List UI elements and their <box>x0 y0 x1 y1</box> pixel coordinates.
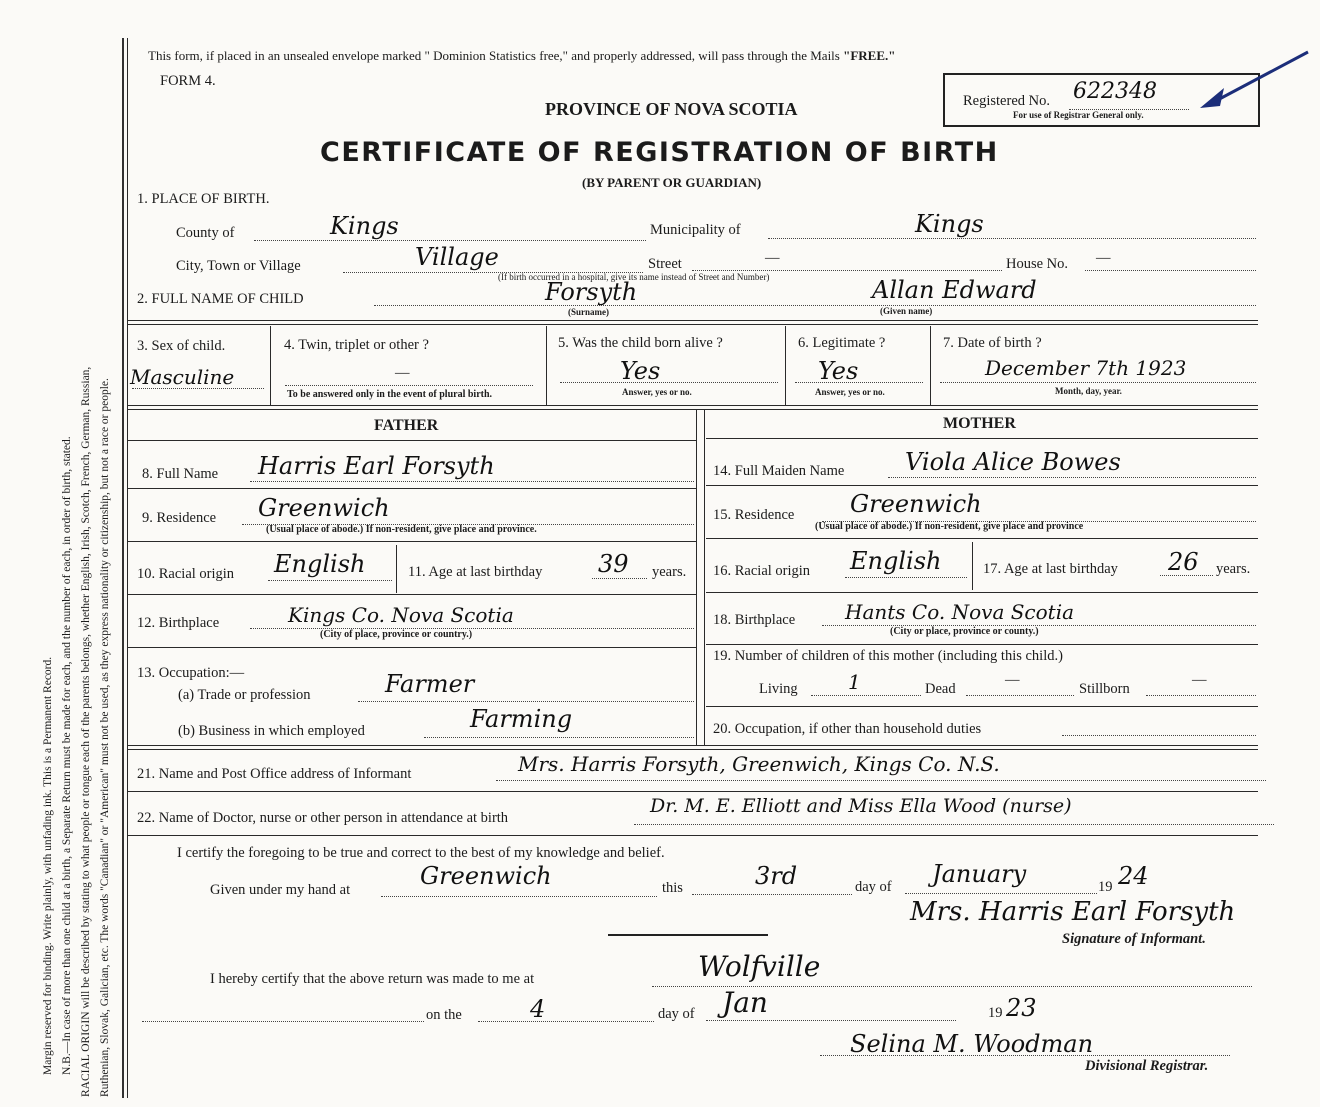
twin-value: — <box>395 365 410 381</box>
street-value: — <box>765 250 780 266</box>
father-birthplace-value: Kings Co. Nova Scotia <box>288 603 514 627</box>
margin-note-nb: N.B.—In case of more than one child at a birth, a Separate Return must be made for each, and the number of each, in order of birth, stated. <box>61 436 73 1075</box>
registered-number: 622348 <box>1073 79 1157 104</box>
certify-month: January <box>932 860 1027 888</box>
registrar-signature: Selina M. Woodman <box>850 1030 1094 1058</box>
registrar-day-of-label: day of <box>658 1006 695 1022</box>
certify-year-prefix: 19 <box>1098 879 1113 895</box>
mother-residence-label: 15. Residence <box>713 507 795 523</box>
doctor-label: 22. Name of Doctor, nurse or other person in attendance at birth <box>137 810 509 826</box>
father-birthplace-note: (City of place, province or country.) <box>320 629 473 640</box>
sex-label: 3. Sex of child. <box>137 338 226 354</box>
margin-note-racial-cont: Ruthenian, Slovak, Galician, etc. The words "Canadian" or "American" must not be used, as they express nationality or citizenship, but not a race or people. <box>99 378 111 1097</box>
child-surname: Forsyth <box>545 278 638 306</box>
municipality-label: Municipality of <box>650 222 741 238</box>
father-name-label: 8. Full Name <box>142 466 219 482</box>
father-residence-label: 9. Residence <box>142 510 217 526</box>
certify-day: 3rd <box>755 862 798 890</box>
registrar-caption: Divisional Registrar. <box>1085 1058 1209 1074</box>
county-label: County of <box>176 225 235 241</box>
alive-label: 5. Was the child born alive ? <box>558 335 723 351</box>
registered-label: Registered No. <box>963 93 1050 109</box>
certify-year: 24 <box>1118 862 1149 890</box>
city-value: Village <box>415 243 499 271</box>
dob-value: December 7th 1923 <box>985 356 1187 380</box>
dead-value: — <box>1005 672 1020 688</box>
living-value: 1 <box>848 670 861 694</box>
mother-name-label: 14. Full Maiden Name <box>713 463 845 479</box>
registrar-on-label: on the <box>426 1007 462 1023</box>
registrar-year-prefix: 19 <box>988 1005 1003 1021</box>
certificate-subtitle: (BY PARENT OR GUARDIAN) <box>582 175 762 190</box>
province-heading: PROVINCE OF NOVA SCOTIA <box>545 99 798 119</box>
binding-margin-line <box>122 38 124 1098</box>
living-label: Living <box>759 681 798 697</box>
doctor-value: Dr. M. E. Elliott and Miss Ella Wood (nurse) <box>650 795 1072 817</box>
father-race-label: 10. Racial origin <box>137 566 235 582</box>
informant-value: Mrs. Harris Forsyth, Greenwich, Kings Co. N.S. <box>518 752 1000 776</box>
registrar-month: Jan <box>722 986 768 1019</box>
registrar-place: Wolfville <box>698 950 821 983</box>
mother-age-value: 26 <box>1168 548 1199 576</box>
stillborn-value: — <box>1192 672 1207 688</box>
twin-note: To be answered only in the event of plural birth. <box>287 389 493 400</box>
dead-label: Dead <box>925 681 956 697</box>
mother-residence-note: (Usual place of abode.) If non-resident, give place and province <box>815 521 1084 532</box>
legitimate-value: Yes <box>818 357 859 385</box>
mother-occupation-label: 20. Occupation, if other than household duties <box>713 721 982 737</box>
mother-race-label: 16. Racial origin <box>713 563 811 579</box>
father-race-value: English <box>274 550 366 578</box>
father-business-value: Farming <box>470 705 573 733</box>
twin-label: 4. Twin, triplet or other ? <box>284 337 429 353</box>
certificate-title: CERTIFICATE OF REGISTRATION OF BIRTH <box>320 137 999 168</box>
given-name-caption: (Given name) <box>880 306 933 316</box>
father-age-label: 11. Age at last birthday <box>408 564 543 580</box>
margin-note-racial: RACIAL ORIGIN will be described by stating to what people or tongue each of the parents belongs, whether English, Irish, Scotch, French, German, Russian, <box>80 366 92 1097</box>
father-residence-note: (Usual place of abode.) If non-resident, give place and province. <box>266 524 537 535</box>
given-at-value: Greenwich <box>420 862 552 890</box>
registrar-day: 4 <box>530 995 546 1023</box>
father-age-unit: years. <box>652 564 687 580</box>
county-value: Kings <box>330 212 399 240</box>
dob-label: 7. Date of birth ? <box>943 335 1042 351</box>
father-age-value: 39 <box>598 550 629 578</box>
father-business-label: (b) Business in which employed <box>178 723 365 739</box>
child-given-name: Allan Edward <box>872 276 1037 304</box>
mother-birthplace-note: (City or place, province or county.) <box>890 626 1039 637</box>
mother-age-unit: years. <box>1216 561 1251 577</box>
this-label: this <box>662 880 683 896</box>
street-label: Street <box>648 256 682 272</box>
father-name-value: Harris Earl Forsyth <box>258 452 495 480</box>
child-name-label: 2. FULL NAME OF CHILD <box>137 291 304 307</box>
mother-age-label: 17. Age at last birthday <box>983 561 1118 577</box>
registrar-statement: I hereby certify that the above return was made to me at <box>210 971 535 987</box>
father-occupation-label: 13. Occupation:— <box>137 665 245 681</box>
father-trade-value: Farmer <box>385 670 475 698</box>
house-value: — <box>1096 250 1111 266</box>
registrar-year: 23 <box>1006 994 1037 1022</box>
place-heading: 1. PLACE OF BIRTH. <box>137 191 270 207</box>
mother-residence-value: Greenwich <box>850 490 982 518</box>
father-birthplace-label: 12. Birthplace <box>137 615 220 631</box>
hospital-note: (If birth occurred in a hospital, give its name instead of Street and Number) <box>498 272 770 282</box>
registrar-use-note: For use of Registrar General only. <box>1013 110 1144 120</box>
parent-column-divider <box>696 410 697 745</box>
informant-signature-caption: Signature of Informant. <box>1062 931 1206 947</box>
legitimate-label: 6. Legitimate ? <box>798 335 886 351</box>
margin-note-binding: Margin reserved for binding. Write plainly, with unfading ink. This is a Permanent Record. <box>42 656 54 1075</box>
certify-day-of-label: day of <box>855 879 892 895</box>
certify-statement: I certify the foregoing to be true and correct to the best of my knowledge and belief. <box>177 845 665 861</box>
house-label: House No. <box>1006 256 1069 272</box>
mother-children-label: 19. Number of children of this mother (including this child.) <box>713 648 1063 664</box>
informant-signature: Mrs. Harris Earl Forsyth <box>910 897 1236 927</box>
legitimate-note: Answer, yes or no. <box>815 387 885 397</box>
mother-name-value: Viola Alice Bowes <box>905 448 1121 476</box>
arrow-mark-icon <box>1190 48 1315 118</box>
informant-label: 21. Name and Post Office address of Informant <box>137 766 412 782</box>
binding-margin-line-2 <box>127 38 128 1098</box>
mother-race-value: English <box>850 547 942 575</box>
mother-birthplace-value: Hants Co. Nova Scotia <box>845 600 1075 624</box>
mother-heading: MOTHER <box>943 415 1016 432</box>
father-heading: FATHER <box>374 417 439 434</box>
sex-value: Masculine <box>130 365 235 389</box>
city-label: City, Town or Village <box>176 258 301 274</box>
alive-value: Yes <box>620 357 661 385</box>
father-residence-value: Greenwich <box>258 494 390 522</box>
stillborn-label: Stillborn <box>1079 681 1130 697</box>
alive-note: Answer, yes or no. <box>622 387 692 397</box>
father-trade-label: (a) Trade or profession <box>178 687 311 703</box>
municipality-value: Kings <box>915 210 984 238</box>
mail-notice: This form, if placed in an unsealed envelope marked " Dominion Statistics free," and properly addressed, will pass through the Mails "FREE." <box>148 48 896 63</box>
mother-birthplace-label: 18. Birthplace <box>713 612 796 628</box>
surname-caption: (Surname) <box>568 307 609 317</box>
row3-top-border <box>128 320 1258 321</box>
dob-note: Month, day, year. <box>1055 386 1122 396</box>
form-number: FORM 4. <box>160 73 216 89</box>
given-at-label: Given under my hand at <box>210 882 351 898</box>
